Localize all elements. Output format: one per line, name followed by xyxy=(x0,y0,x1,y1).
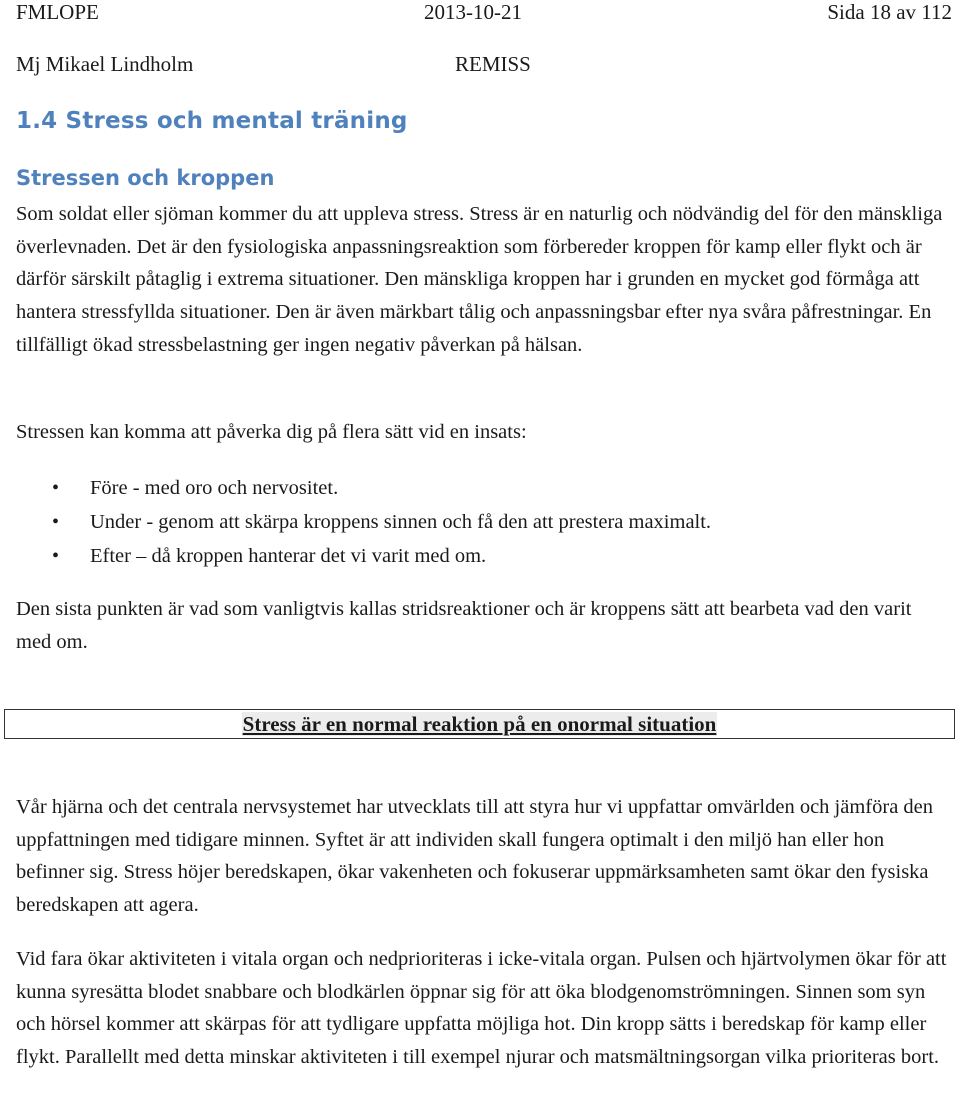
after-bullets-paragraph: Den sista punkten är vad som vanligtvis kallas stridsreaktioner och är kroppens sätt att bearbeta vad den varit med om. xyxy=(16,598,912,653)
list-item xyxy=(16,471,946,505)
subheading: Stressen och kroppen xyxy=(16,166,275,190)
bullet-icon: • xyxy=(52,511,60,533)
paragraph-brain: Vår hjärna och det centrala nervsystemet har utvecklats till att styra hur vi uppfattar omvärlden och jämföra den uppfattningen med tidigare minnen. Syftet är att individen skall fungera optimalt i den miljö han eller hon befinner sig. Stress höjer beredskapen, ökar vakenheten och fokuserar uppmärksamheten samt ökar den fysiska beredskapen att agera. xyxy=(16,796,934,917)
bullet-list xyxy=(16,471,946,573)
bullet-icon: • xyxy=(52,545,60,567)
page-header-row-1 xyxy=(16,0,952,30)
list-item xyxy=(16,539,946,573)
boxed-statement xyxy=(4,709,955,739)
page-header-row-2 xyxy=(16,52,952,82)
header-page-number: Sida 18 av 112 xyxy=(827,0,952,24)
header-org: FMLOPE xyxy=(16,0,99,24)
header-author: Mj Mikael Lindholm xyxy=(16,52,194,76)
intro-paragraph: Som soldat eller sjöman kommer du att uppleva stress. Stress är en naturlig och nödvändig del för den mänskliga överlevnaden. Det är den fysiologiska anpassningsreaktion som förbereder kroppen för kamp eller flykt och är därför särskilt påtaglig i extrema situationer. Den mänskliga kroppen har i grunden en mycket god förmåga att hantera stressfyllda situationer. Den är även märkbart tålig och anpassningsbar efter nya svåra påfrestningar. En tillfälligt ökad stressbelastning ger ingen negativ påverkan på hälsan. xyxy=(16,203,943,356)
header-date: 2013-10-21 xyxy=(424,0,522,24)
boxed-statement-text: Stress är en normal reaktion på en onormal situation xyxy=(242,712,717,736)
bullet-icon: • xyxy=(52,477,60,499)
section-heading: 1.4 Stress och mental träning xyxy=(16,108,408,134)
lead-in-text: Stressen kan komma att påverka dig på flera sätt vid en insats: xyxy=(16,421,527,443)
list-item-text: Under - genom att skärpa kroppens sinnen och få den att prestera maximalt. xyxy=(90,511,712,533)
list-item-text: Före - med oro och nervositet. xyxy=(90,477,339,499)
list-item-text: Efter – då kroppen hanterar det vi varit med om. xyxy=(90,545,487,567)
paragraph-danger: Vid fara ökar aktiviteten i vitala organ och nedprioriteras i icke-vitala organ. Pulsen och hjärtvolymen ökar för att kunna syresätta blodet snabbare och blodkärlen öppnar sig för att öka blodgenomströmningen. Sinnen som syn och hörsel kommer att skärpas för att tydligare uppfatta möjliga hot. Din kropp sätts i beredskap för kamp eller flykt. Parallellt med detta minskar aktiviteten i till exempel njurar och matsmältningsorgan vilka prioriteras bort. xyxy=(16,948,947,1069)
header-status: REMISS xyxy=(455,52,531,76)
list-item xyxy=(16,505,946,539)
